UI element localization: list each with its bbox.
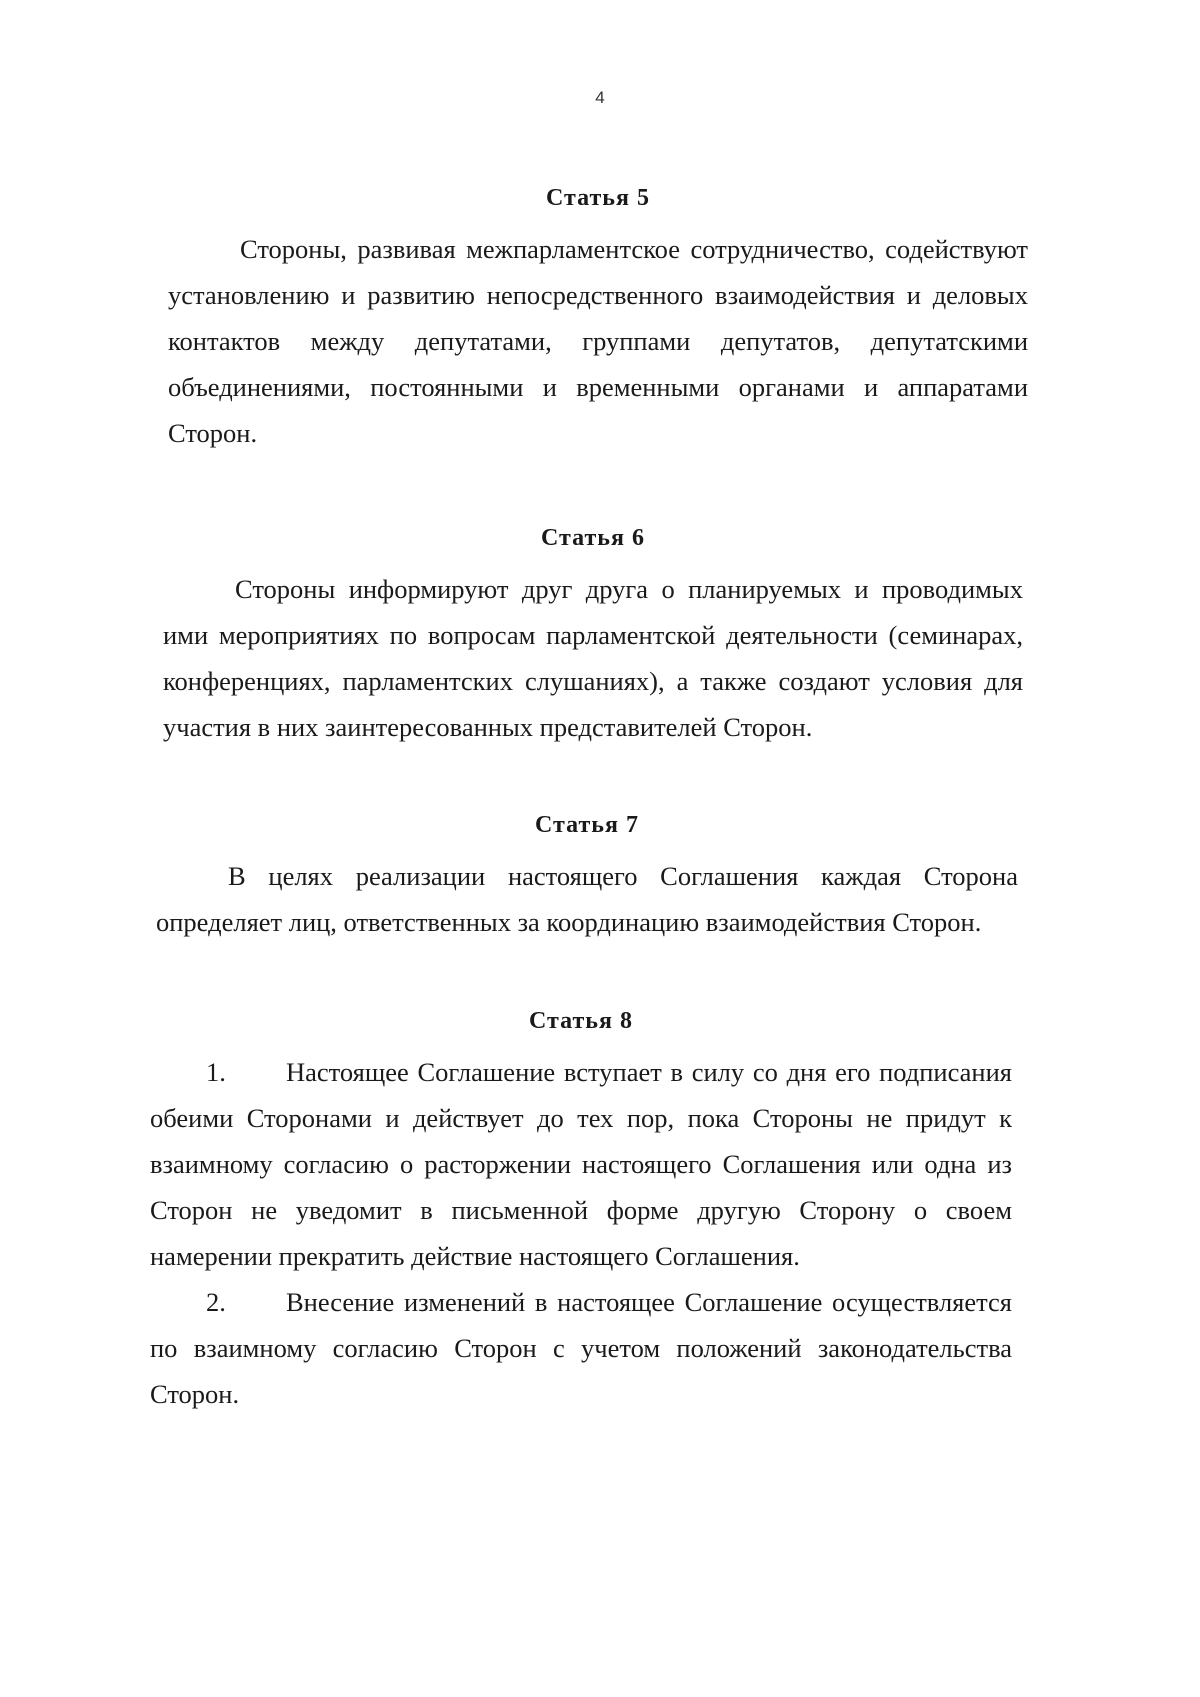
- numbered-clause: [150, 1279, 1012, 1417]
- article-title: Статья 6: [541, 525, 645, 551]
- page-number: 4: [595, 88, 605, 107]
- article-8: [150, 1008, 1012, 1417]
- article-5: [168, 185, 1028, 456]
- article-title: Статья 7: [535, 812, 639, 838]
- article-7: [156, 812, 1018, 945]
- article-6: [163, 525, 1023, 750]
- article-paragraph: В целях реализации настоящего Соглашения каждая Сторона определяет лиц, ответственных за координацию взаимодействия Сторон.: [156, 861, 1018, 937]
- numbered-clause: [150, 1049, 1012, 1279]
- clause-number: 1.: [206, 1057, 226, 1087]
- article-title: Статья 5: [546, 185, 650, 211]
- article-title: Статья 8: [529, 1008, 633, 1034]
- clause-text: Настоящее Соглашение вступает в силу со дня его подписания обеими Сторонами и действует до тех пор, пока Стороны не придут к взаимному согласию о расторжении настоящего Соглашения или одна из Сторон не уведомит в письменной форме другую Сторону о своем намерении прекратить действие настоящего Соглашения.: [150, 1057, 1012, 1271]
- clause-number: 2.: [206, 1287, 226, 1317]
- article-paragraph: Стороны, развивая межпарламентское сотрудничество, содействуют установлению и развитию непосредственного взаимодействия и деловых контактов между депутатами, группами депутатов, депутатскими объединениями, постоянными и временными органами и аппаратами Сторон.: [168, 234, 1028, 448]
- clause-text: Внесение изменений в настоящее Соглашение осуществляется по взаимному согласию Сторон с учетом положений законодательства Сторон.: [150, 1287, 1012, 1409]
- article-paragraph: Стороны информируют друг друга о планируемых и проводимых ими мероприятиях по вопросам парламентской деятельности (семинарах, конференциях, парламентских слушаниях), а также создают условия для участия в них заинтересованных представителей Сторон.: [163, 574, 1023, 742]
